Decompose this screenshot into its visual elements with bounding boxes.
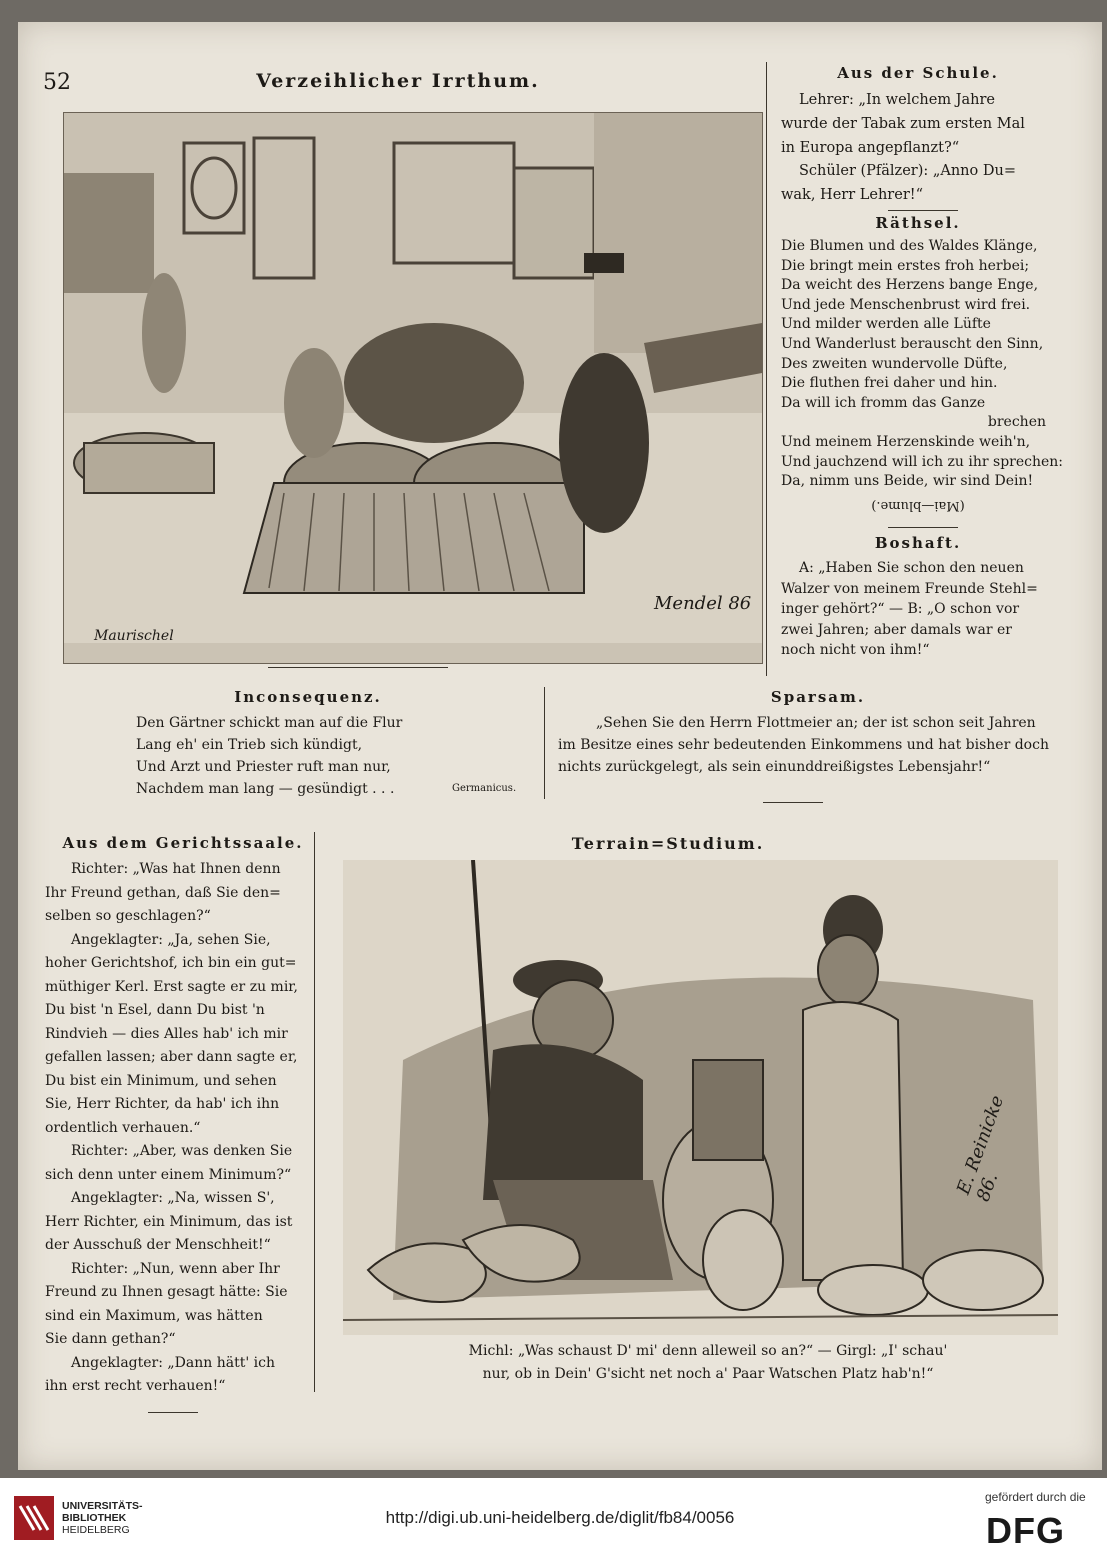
dfg-logo: DFG — [986, 1510, 1065, 1551]
illustration-terrain — [343, 860, 1058, 1335]
terrain-signature: E. Reinicke 86. — [953, 1092, 1009, 1205]
gerichtssaale-line: sind ein Maximum, was hätten — [45, 1307, 263, 1324]
divider — [268, 667, 448, 668]
gerichtssaale-line: Du bist ein Minimum, und sehen — [45, 1072, 277, 1089]
raethsel-line: Des zweiten wundervolle Düfte, — [781, 355, 1008, 372]
university-library-logo — [14, 1496, 54, 1540]
main-title: Verzeihlicher Irrthum. — [256, 70, 540, 92]
aus-der-schule-title: Aus der Schule. — [837, 64, 999, 82]
sparsam-line: nichts zurückgelegt, als sein einunddreißigstes Lebensjahr!“ — [558, 759, 991, 775]
university-library-name — [62, 1500, 143, 1536]
gerichtssaale-line: Richter: „Nun, wenn aber Ihr — [71, 1260, 280, 1277]
gerichtssaale-line: Angeklagter: „Na, wissen S', — [71, 1190, 275, 1206]
gerichtssaale-line: Richter: „Aber, was denken Sie — [71, 1143, 293, 1159]
inconsequenz-text — [136, 712, 466, 800]
raethsel-line: brechen — [987, 414, 1046, 431]
boshaft-line: noch nicht von ihm!“ — [781, 642, 930, 658]
inconsequenz-line: Lang eh' ein Trieb sich kündigt, — [136, 737, 363, 753]
illustration-signature-left: Maurischel — [94, 628, 174, 644]
raethsel-line: Die fluthen frei daher und hin. — [781, 375, 998, 392]
gerichtssaale-line: ihn erst recht verhauen!“ — [45, 1378, 226, 1394]
terrain-caption-line: nur, ob in Dein' G'sicht net noch a' Paar Watschen Platz hab'n!“ — [482, 1366, 934, 1382]
page-url-link[interactable]: http://digi.ub.uni-heidelberg.de/diglit/fb84/0056 — [385, 1508, 735, 1527]
raethsel-title: Räthsel. — [875, 214, 961, 232]
gerichtssaale-line: Sie dann gethan?“ — [45, 1331, 176, 1347]
inconsequenz-title: Inconsequenz. — [234, 688, 382, 706]
boshaft-line: A: „Haben Sie schon den neuen — [799, 560, 1024, 576]
divider — [763, 802, 823, 803]
raethsel-line: Die Blumen und des Waldes Klänge, — [781, 238, 1038, 254]
terrain-engraving — [343, 860, 1058, 1335]
gerichtssaale-line: Ihr Freund gethan, daß Sie den= — [45, 884, 281, 901]
gerichtssaale-line: Sie, Herr Richter, da hab' ich ihn — [45, 1096, 280, 1112]
boshaft-line: zwei Jahren; aber damals war er — [781, 621, 1012, 638]
raethsel-line: Die bringt mein erstes froh herbei; — [781, 257, 1030, 274]
terrain-caption-line: Michl: „Was schaust D' mi' denn alleweil so an?“ — Girgl: „I' schau' — [468, 1343, 948, 1359]
gerichtssaale-line: ordentlich verhauen.“ — [45, 1119, 201, 1136]
inconsequenz-author: Germanicus. — [452, 783, 517, 794]
raethsel-line: Da weicht des Herzens bange Enge, — [781, 277, 1039, 294]
gerichtssaale-line: Herr Richter, ein Minimum, das ist — [45, 1213, 293, 1230]
gerichtssaale-line: Angeklagter: „Dann hätt' ich — [71, 1354, 275, 1371]
library-line: BIBLIOTHEK — [62, 1512, 127, 1524]
gerichtssaale-line: gefallen lassen; aber dann sagte er, — [45, 1049, 298, 1065]
sparsam-line: im Besitze eines sehr bedeutenden Einkommens und hat bisher doch — [558, 737, 1049, 753]
gerichtssaale-line: Rindvieh — dies Alles hab' ich mir — [45, 1025, 288, 1042]
terrain-title: Terrain=Studium. — [571, 834, 765, 853]
divider — [888, 210, 958, 211]
raethsel-line: Und jauchzend will ich zu ihr sprechen: — [781, 453, 1064, 470]
divider — [148, 1412, 198, 1413]
raethsel-line: Da, nimm uns Beide, wir sind Dein! — [781, 473, 1034, 490]
inconsequenz-line: Nachdem man lang — gesündigt . . . — [136, 781, 395, 797]
page-number: 52 — [43, 70, 71, 95]
illustration-signature-right: Mendel 86 — [654, 593, 752, 614]
aus-der-schule-text — [781, 89, 1066, 208]
inconsequenz-line: Den Gärtner schickt man auf die Flur — [136, 715, 403, 731]
column-rule-middle — [544, 687, 545, 799]
boshaft-line: inger gehört?“ — B: „O schon vor — [781, 601, 1020, 617]
inconsequenz-line: Und Arzt und Priester ruft man nur, — [136, 759, 391, 775]
raethsel-line: Und jede Menschenbrust wird frei. — [781, 296, 1031, 313]
funding-label: gefördert durch die — [985, 1490, 1086, 1504]
boshaft-title: Boshaft. — [874, 534, 962, 552]
sparsam-line: „Sehen Sie den Herrn Flottmeier an; der ist schon seit Jahren — [596, 715, 1036, 731]
raethsel-line: Da will ich fromm das Ganze — [781, 394, 986, 411]
viewer-footer — [0, 1478, 1107, 1560]
gerichtssaale-line: Du bist 'n Esel, dann Du bist 'n — [45, 1002, 265, 1018]
library-line: HEIDELBERG — [62, 1524, 130, 1536]
gerichtssaale-line: Angeklagter: „Ja, sehen Sie, — [71, 931, 271, 948]
raethsel-answer: (Mai—blume.) — [871, 498, 965, 513]
gerichtssaale-line: der Ausschuß der Menschheit!“ — [45, 1237, 271, 1253]
gerichtssaale-line: Richter: „Was hat Ihnen denn — [71, 861, 281, 877]
gerichtssaale-line: selben so geschlagen?“ — [45, 908, 211, 924]
aus-der-schule-line: in Europa angepflanzt?“ — [781, 139, 960, 156]
aus-der-schule-line: Lehrer: „In welchem Jahre — [799, 92, 996, 108]
aus-der-schule-line: wak, Herr Lehrer!“ — [781, 187, 923, 204]
column-rule-right — [766, 62, 767, 676]
gerichtssaale-line: müthiger Kerl. Erst sagte er zu mir, — [45, 978, 298, 995]
aus-der-schule-line: Schüler (Pfälzer): „Anno Du= — [799, 163, 1016, 180]
terrain-caption — [348, 1340, 1068, 1386]
raethsel-line: Und Wanderlust berauscht den Sinn, — [781, 335, 1044, 352]
scanned-page — [18, 22, 1102, 1470]
aus-der-schule-line: wurde der Tabak zum ersten Mal — [781, 115, 1025, 132]
boshaft-line: Walzer von meinem Freunde Stehl= — [781, 580, 1038, 597]
sparsam-text — [558, 712, 1078, 778]
sparsam-title: Sparsam. — [770, 688, 866, 706]
divider — [888, 527, 958, 528]
exhibition-engraving — [64, 113, 762, 663]
illustration-exhibition — [63, 112, 763, 664]
boshaft-text — [781, 558, 1066, 661]
raethsel-line: Und meinem Herzenskinde weih'n, — [781, 433, 1031, 450]
gerichtssaale-line: hoher Gerichtshof, ich bin ein gut= — [45, 955, 297, 971]
raethsel-line: Und milder werden alle Lüfte — [781, 316, 991, 333]
gerichtssaale-title: Aus dem Gerichtssaale. — [62, 834, 304, 852]
library-line: UNIVERSITÄTS- — [62, 1500, 143, 1512]
gerichtssaale-line: Freund zu Ihnen gesagt hätte: Sie — [45, 1284, 288, 1300]
gerichtssaale-text — [45, 858, 315, 1399]
gerichtssaale-line: sich denn unter einem Minimum?“ — [45, 1166, 292, 1183]
raethsel-text — [781, 237, 1066, 492]
